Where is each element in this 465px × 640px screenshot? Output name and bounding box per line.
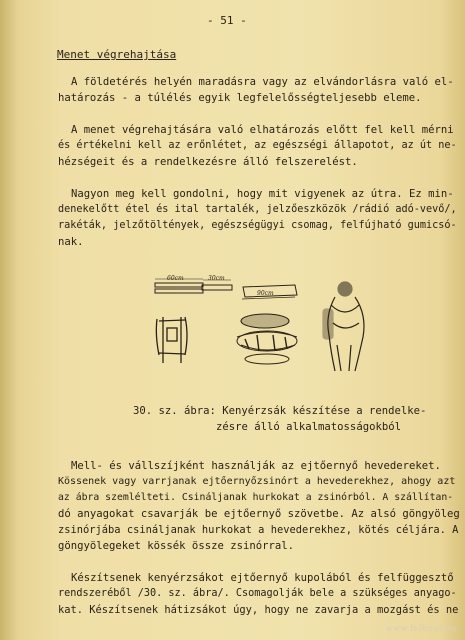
paragraph-line: hézségeit és a rendelkezésre álló felszerelést.	[58, 156, 358, 168]
dim-label-60cm: 60cm	[167, 275, 184, 282]
bundle-drawing	[237, 314, 297, 364]
paragraph-line: denekelőtt étel és ital tartalék, jelzőeszközök /rádió adó-vevő/,	[58, 204, 457, 215]
paragraph-line: nak.	[58, 236, 84, 248]
paragraph-line: A menet végrehajtására való elhatározás előtt fel kell mérni	[71, 124, 454, 136]
person-with-pack-drawing	[323, 282, 364, 371]
paragraph-line: göngyölegeket kössék össze zsinórral.	[58, 540, 294, 552]
paragraph-line: kat. Készítsenek hátizsákot úgy, hogy ne zavarja a mozgást és ne	[58, 604, 459, 616]
page-number: - 51 -	[207, 14, 247, 27]
paragraph-line: Kössenek vagy varrjanak ejtőernyőzsinórt a hevederekhez, ahogy azt	[58, 476, 456, 487]
dim-label-90cm: 90cm	[257, 290, 274, 297]
dim-label-30cm: 30cm	[208, 275, 225, 282]
harness-drawing	[156, 317, 187, 363]
section-heading: Menet végrehajtása	[57, 48, 177, 61]
figure-caption-line-1: 30. sz. ábra: Kenyérzsák készítése a rendelke-	[133, 405, 427, 417]
paragraph-line: zsinórjába csináljanak hurkokat a hevederekhez, kötés céljára. A	[58, 524, 459, 536]
paragraph-line: Készítsenek kenyérzsákot ejtőernyő kupolából és felfüggesztő	[71, 572, 454, 584]
figure-caption-line-2: zésre álló alkalmatosságokból	[216, 421, 401, 433]
figure-30-illustration	[145, 275, 375, 375]
paragraph-line: és értékelni kell az erőnlétet, az egészségi állapotot, az út ne-	[58, 140, 457, 151]
paragraph-line: dó anyagokat csavarják be ejtőernyő szövetbe. Az alsó göngyöleg	[58, 508, 460, 520]
paragraph-line: határozás - a túlélés egyik legfelelősségteljesebb eleme.	[58, 92, 422, 104]
paragraph-line: rakéták, jelzőtöltények, egészségügyi csomag, felfújható gumicsó-	[58, 220, 457, 231]
paragraph-line: az ábra szemlélteti. Csináljanak hurkokat a zsinórból. A szállítan-	[58, 492, 454, 503]
paragraph-line: Nagyon meg kell gondolni, hogy mit vigyenek az útra. Ez min-	[71, 188, 454, 200]
watermark: www.felhout.hu	[385, 624, 457, 634]
paragraph-line: Mell- és vállszíjként használják az ejtőernyő hevedereket.	[71, 460, 441, 472]
paragraph-line: rendszeréből /30. sz. ábra/. Csomagolják bele a szükséges anyago-	[58, 588, 457, 599]
paragraph-line: A földetérés helyén maradásra vagy az elvándorlásra való el-	[71, 76, 454, 88]
